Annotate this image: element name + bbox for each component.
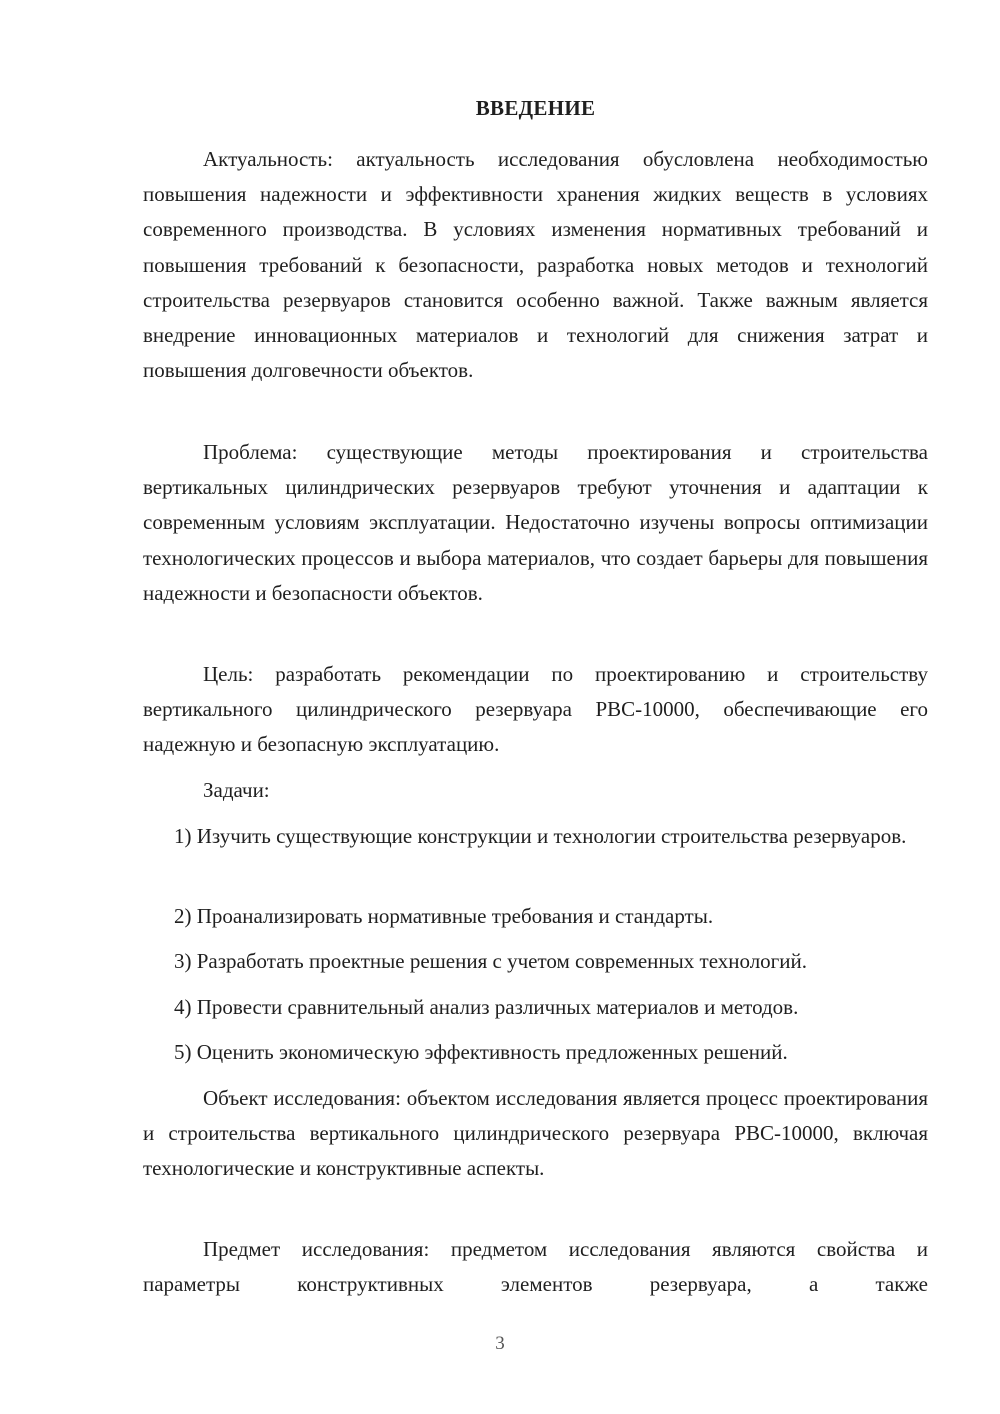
page-number: 3 (495, 1333, 505, 1354)
paragraph-object: Объект исследования: объектом исследования является процесс проектирования и строительства вертикального цилиндрического резервуара РВС-10000, включая технологические и конструктивные аспекты. (143, 1086, 928, 1181)
task-item-3: 3) Разработать проектные решения с учетом современных технологий. (174, 949, 808, 973)
paragraph-problem: Проблема: существующие методы проектирования и строительства вертикальных цилиндрических резервуаров требуют уточнения и адаптации к современным условиям эксплуатации. Недостаточно изучены вопросы оптимизации технологических процессов и выбора материалов, что создает барьеры для повышения надежности и безопасности объектов. (143, 440, 928, 605)
task-item-5: 5) Оценить экономическую эффективность предложенных решений. (174, 1040, 788, 1064)
task-item-2: 2) Проанализировать нормативные требования и стандарты. (174, 904, 714, 928)
page-title: ВВЕДЕНИЕ (475, 96, 596, 120)
tasks-heading: Задачи: (203, 778, 270, 802)
task-item-4: 4) Провести сравнительный анализ различных материалов и методов. (174, 995, 799, 1019)
paragraph-relevance: Актуальность: актуальность исследования обусловлена необходимостью повышения надежности и эффективности хранения жидких веществ в условиях современного производства. В условиях изменения нормативных требований и повышения требований к безопасности, разработка новых методов и технологий строительства резервуаров становится особенно важной. Также важным является внедрение инновационных материалов и технологий для снижения затрат и повышения долговечности объектов. (143, 147, 928, 383)
paragraph-subject: Предмет исследования: предметом исследования являются свойства и параметры конструктивных элементов резервуара, а также (143, 1237, 928, 1297)
paragraph-goal: Цель: разработать рекомендации по проектированию и строительству вертикального цилиндрического резервуара РВС-10000, обеспечивающие его надежную и безопасную эксплуатацию. (143, 662, 928, 757)
task-item-1: 1) Изучить существующие конструкции и технологии строительства резервуаров. (174, 824, 907, 848)
